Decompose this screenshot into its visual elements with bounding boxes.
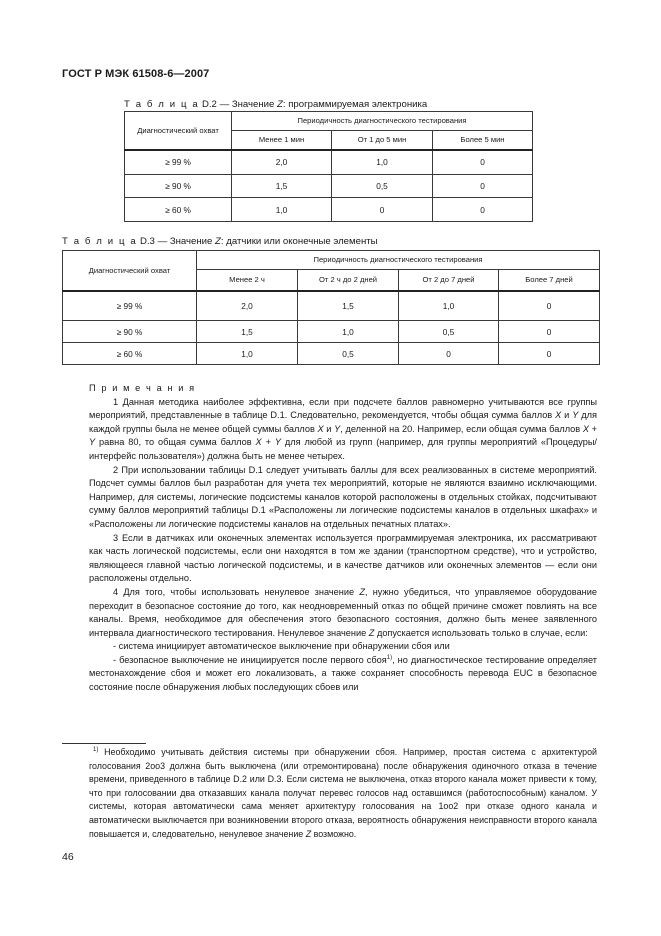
page-number: 46 <box>62 851 74 863</box>
coverage-cell: ≥ 60 % <box>125 198 232 222</box>
column-header: От 2 до 7 дней <box>399 270 499 291</box>
notes-title: П р и м е ч а н и я <box>89 383 196 393</box>
table-d2 <box>124 111 533 222</box>
coverage-header: Диагностический охват <box>125 112 232 150</box>
table-d3 <box>62 250 600 365</box>
coverage-cell: ≥ 90 % <box>63 321 197 343</box>
value-cell: 0 <box>332 198 433 222</box>
table-row <box>63 291 600 321</box>
column-header: Менее 1 мин <box>232 131 332 150</box>
table-row <box>63 343 600 365</box>
period-header: Периодичность диагностического тестирования <box>232 112 533 131</box>
footnote-ref: 1) <box>386 654 393 661</box>
value-cell: 0 <box>433 198 533 222</box>
table-row <box>125 175 533 198</box>
value-cell: 1,0 <box>332 150 433 175</box>
value-cell: 1,5 <box>197 321 298 343</box>
table-row <box>125 150 533 175</box>
column-header: От 2 ч до 2 дней <box>298 270 399 291</box>
table-row <box>125 198 533 222</box>
footnote: $^{1)}$ Необходимо учитывать действия системы при обнаружении сбоя. Например, простая система с архитектурой голосования 2oo3 должна быть выключена (или отремонтирована) после обнаружения одиночного отказа в течение времени, приведенного в таблице D.2 или D.3. Если система не выключена, отказ второго канала может привести к тому, что при голосовании два отказавших канала получат перевес голосов над оставшимся (работоспособным) каналом. У системы, которая автоматически сама меняет архитектуру голосования на 1oo2 при отказе одного канала и автоматически выключается при возникновении второго отказа, вероятность обнаружения неисправности второго канала повышается и, следовательно, ненулевое значение Z возможно. <box>89 747 597 839</box>
value-cell: 0 <box>499 321 600 343</box>
standard-header: ГОСТ Р МЭК 61508-6—2007 <box>62 68 210 80</box>
coverage-header: Диагностический охват <box>63 251 197 291</box>
note-3: 3 Если в датчиках или оконечных элементах используется программируемая электроника, их рассматривают как часть логической подсистемы, если они находятся в том же здании (транспортном средстве), что и устройство, являющееся главной частью логической подсистемы, и в качестве датчиков или оконечных элементов — если они расположены отдельно. <box>89 532 597 584</box>
value-cell: 1,5 <box>232 175 332 198</box>
table-row <box>63 321 600 343</box>
value-cell: 1,0 <box>298 321 399 343</box>
column-header: От 1 до 5 мин <box>332 131 433 150</box>
value-cell: 0 <box>399 343 499 365</box>
value-cell: 2,0 <box>197 291 298 321</box>
column-header: Более 7 дней <box>499 270 600 291</box>
coverage-cell: ≥ 99 % <box>63 291 197 321</box>
footnote-divider <box>62 743 146 744</box>
value-cell: 1,0 <box>399 291 499 321</box>
condition-item: - система инициирует автоматическое выключение при обнаружении сбоя или <box>113 641 450 652</box>
value-cell: 0,5 <box>298 343 399 365</box>
condition-item: - безопасное выключение не инициируется после первого сбоя$^{1)}$, но диагностическое тестирование определяет местонахождение сбоя и может его локализовать, а также сохраняет способность перевода EUC в безопасное состояние после обнаружения любых последующих сбоев или <box>89 654 597 693</box>
value-cell: 0 <box>433 150 533 175</box>
value-cell: 1,0 <box>232 198 332 222</box>
column-header: Менее 2 ч <box>197 270 298 291</box>
notes-section <box>89 382 597 695</box>
value-cell: 0,5 <box>332 175 433 198</box>
note-1: 1 Данная методика наиболее эффективна, если при подсчете баллов равномерно учитываются все группы мероприятий, представленные в таблице D.1. Следовательно, рекомендуется, чтобы общая сумма баллов X и Y для каждой группы была не менее общей суммы баллов X и Y, деленной на 20. Например, если общая сумма баллов X + Y равна 80, то общая сумма баллов X + Y для любой из групп (например, для группы мероприятий «Процедуры/интерфейс пользователя») должна быть не менее четырех. <box>89 396 597 461</box>
table-d3-caption: Т а б л и ц а D.3 — Значение Z: датчики или оконечные элементы <box>62 236 378 247</box>
column-header: Более 5 мин <box>433 131 533 150</box>
coverage-cell: ≥ 99 % <box>125 150 232 175</box>
period-header: Периодичность диагностического тестирования <box>197 251 600 270</box>
value-cell: 0 <box>499 291 600 321</box>
coverage-cell: ≥ 90 % <box>125 175 232 198</box>
value-cell: 1,5 <box>298 291 399 321</box>
table-d2-caption: Т а б л и ц а D.2 — Значение Z: программируемая электроника <box>124 99 428 110</box>
value-cell: 0,5 <box>399 321 499 343</box>
value-cell: 1,0 <box>197 343 298 365</box>
value-cell: 0 <box>433 175 533 198</box>
note-4: 4 Для того, чтобы использовать ненулевое значение Z, нужно убедиться, что управляемое оборудование переходит в безопасное состояние до того, как неодновременный отказ по общей причине сможет повлиять на все каналы. Время, необходимое для обеспечения этого безопасного состояния, должно быть менее заявленного интервала диагностического тестирования. Ненулевое значение Z допускается использовать только в случае, если: <box>89 586 597 638</box>
note-2: 2 При использовании таблицы D.1 следует учитывать баллы для всех реализованных в системе мероприятий. Подсчет суммы баллов был разработан для учета тех мероприятий, которые не являются взаимно исключающими. Например, для системы, логические подсистемы каналов которой расположены в отдельных стойках, подсчитывают сумму баллов мероприятий таблицы D.1 «Расположены ли логические подсистемы каналов в отдельных шкафах» и «Расположены ли логические подсистемы каналов на отдельных печатных платах». <box>89 464 597 529</box>
value-cell: 2,0 <box>232 150 332 175</box>
coverage-cell: ≥ 60 % <box>63 343 197 365</box>
footnote-marker: 1) <box>93 747 99 753</box>
value-cell: 0 <box>499 343 600 365</box>
